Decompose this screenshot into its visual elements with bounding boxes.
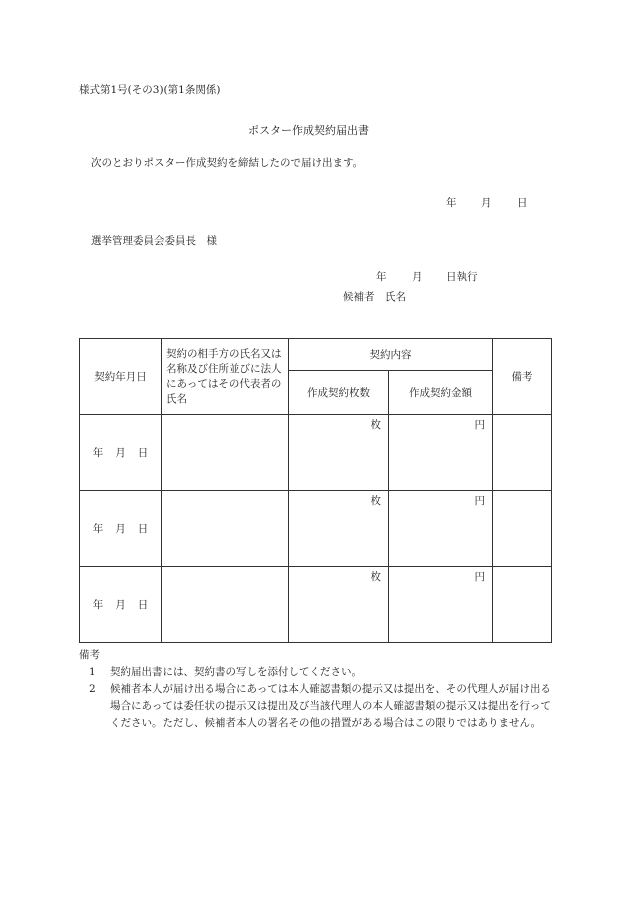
- candidate-name-label: 候補者 氏名: [343, 291, 406, 303]
- unit-yen: 円: [474, 571, 485, 583]
- unit-yen: 円: [474, 495, 485, 507]
- row-day-label: 日: [137, 523, 149, 535]
- row-year-label: 年: [92, 447, 104, 459]
- addressee: 選挙管理委員会委員長 様: [91, 235, 217, 247]
- row-amount-cell[interactable]: [389, 567, 493, 643]
- row-remarks-cell[interactable]: [493, 491, 552, 567]
- header-contract-count: 作成契約枚数: [289, 371, 389, 415]
- row-amount-cell[interactable]: [389, 415, 493, 491]
- row-party-cell[interactable]: [162, 567, 289, 643]
- row-date-cell[interactable]: [80, 491, 162, 567]
- row-month-label: 月: [115, 447, 126, 459]
- row-amount-cell[interactable]: [389, 491, 493, 567]
- intro-text: 次のとおりポスター作成契約を締結したので届け出ます。: [91, 157, 364, 169]
- remark-text: 契約届出書には、契約書の写しを添付してください。: [110, 666, 362, 678]
- row-month-label: 月: [115, 523, 126, 535]
- row-year-label: 年: [92, 599, 104, 611]
- date-month-label: 月: [481, 197, 492, 209]
- unit-yen: 円: [474, 419, 485, 431]
- header-remarks: 備考: [493, 339, 552, 415]
- table-row: [80, 415, 552, 491]
- row-count-cell[interactable]: [289, 567, 389, 643]
- row-remarks-cell[interactable]: [493, 415, 552, 491]
- row-date-cell[interactable]: [80, 415, 162, 491]
- header-contract-date: 契約年月日: [80, 339, 162, 415]
- remark-text: 候補者本人が届け出る場合にあっては本人確認書類の提示又は提出を、その代理人が届け出る場合にあっては委任状の提示又は提出及び当該代理人の本人確認書類の提示又は提出を行ってください。ただし、候補者本人の署名その他の措置がある場合はこの限りではありません。: [110, 683, 551, 729]
- exec-day-label: 日執行: [446, 271, 478, 283]
- unit-sheets: 枚: [370, 495, 381, 507]
- row-party-cell[interactable]: [162, 491, 289, 567]
- date-year-label: 年: [446, 197, 457, 209]
- row-remarks-cell[interactable]: [493, 567, 552, 643]
- document-title: ポスター作成契約届出書: [248, 124, 369, 137]
- unit-sheets: 枚: [370, 419, 381, 431]
- row-date-cell[interactable]: [80, 567, 162, 643]
- form-label: 様式第1号(その3)(第1条関係): [79, 84, 221, 96]
- row-year-label: 年: [92, 523, 104, 535]
- exec-month-label: 月: [412, 271, 423, 283]
- row-count-cell[interactable]: [289, 491, 389, 567]
- row-party-cell[interactable]: [162, 415, 289, 491]
- date-day-label: 日: [517, 197, 528, 209]
- unit-sheets: 枚: [370, 571, 381, 583]
- row-day-label: 日: [137, 599, 149, 611]
- remarks-section: [79, 647, 559, 732]
- remark-item: [79, 681, 559, 732]
- table-row: [80, 491, 552, 567]
- row-day-label: 日: [137, 447, 149, 459]
- header-contract-amount: 作成契約金額: [389, 371, 493, 415]
- header-contract-contents: 契約内容: [289, 339, 493, 371]
- table-row: [80, 567, 552, 643]
- header-contract-party: 契約の相手方の氏名又は名称及び住所並びに法人にあってはその代表者の氏名: [162, 339, 289, 415]
- row-count-cell[interactable]: [289, 415, 389, 491]
- remark-item: [79, 664, 559, 681]
- exec-year-label: 年: [376, 271, 387, 283]
- contract-table: [79, 338, 552, 643]
- remark-number: 1: [89, 666, 96, 678]
- remarks-heading: 備考: [79, 649, 100, 661]
- row-month-label: 月: [115, 599, 126, 611]
- remark-number: 2: [89, 683, 96, 695]
